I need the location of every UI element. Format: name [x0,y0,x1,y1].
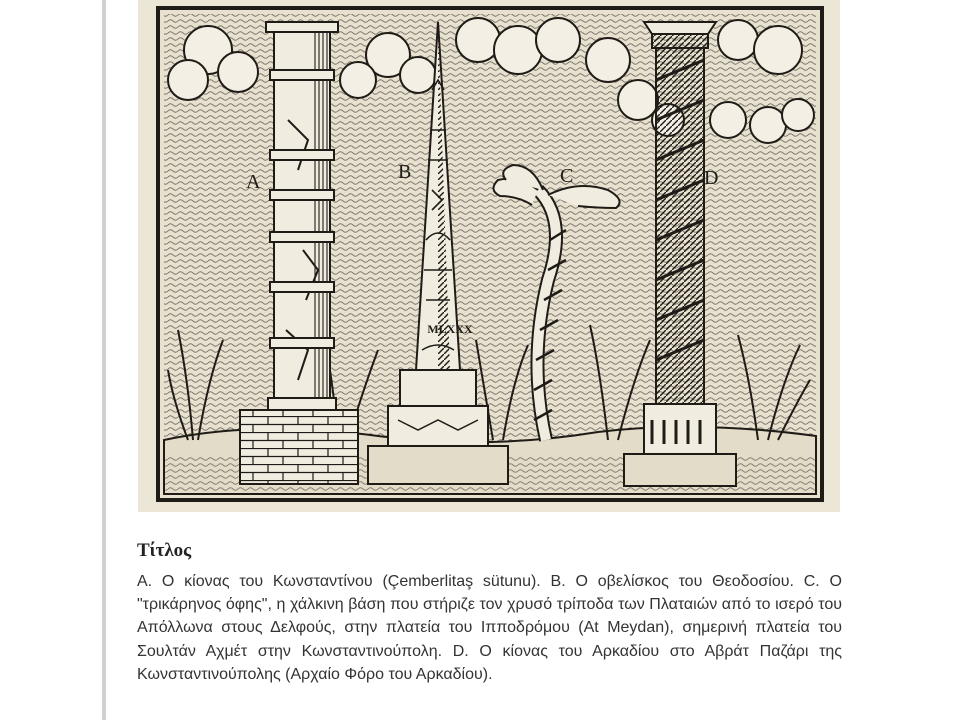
label-c: C [560,165,574,187]
caption-title: Τίτλος [137,540,192,561]
caption-text: A. Ο κίονας του Κωνσταντίνου (Çemberlitaş sütunu). B. Ο οβελίσκος του Θεοδοσίου. C. Ο "τρικάρηνος όφης", η χάλκινη βάση που στήριζε τον χρυσό τρίποδα των Πλαταιών από το ισερό του Απόλλωνα στους Δελφούς, στην πλατεία του Ιπποδρόμου (At Meydan), σημερινή πλατεία του Σουλτάν Αχμέτ στην Κωνσταντινούπολη. D. Ο κίονας του Αρκαδίου στο Αβράτ Παζάρι της Κωνσταντινούπολης (Αρχαίο Φόρο του Αρκαδίου). [137,573,842,683]
left-border-rule [102,0,106,720]
woodcut-illustration [138,0,840,512]
label-b: B [398,161,412,183]
obelisk-inscription: MLXXX [427,322,473,336]
sky-hatching [164,14,816,444]
label-a: A [246,171,261,193]
label-d: D [704,167,719,189]
